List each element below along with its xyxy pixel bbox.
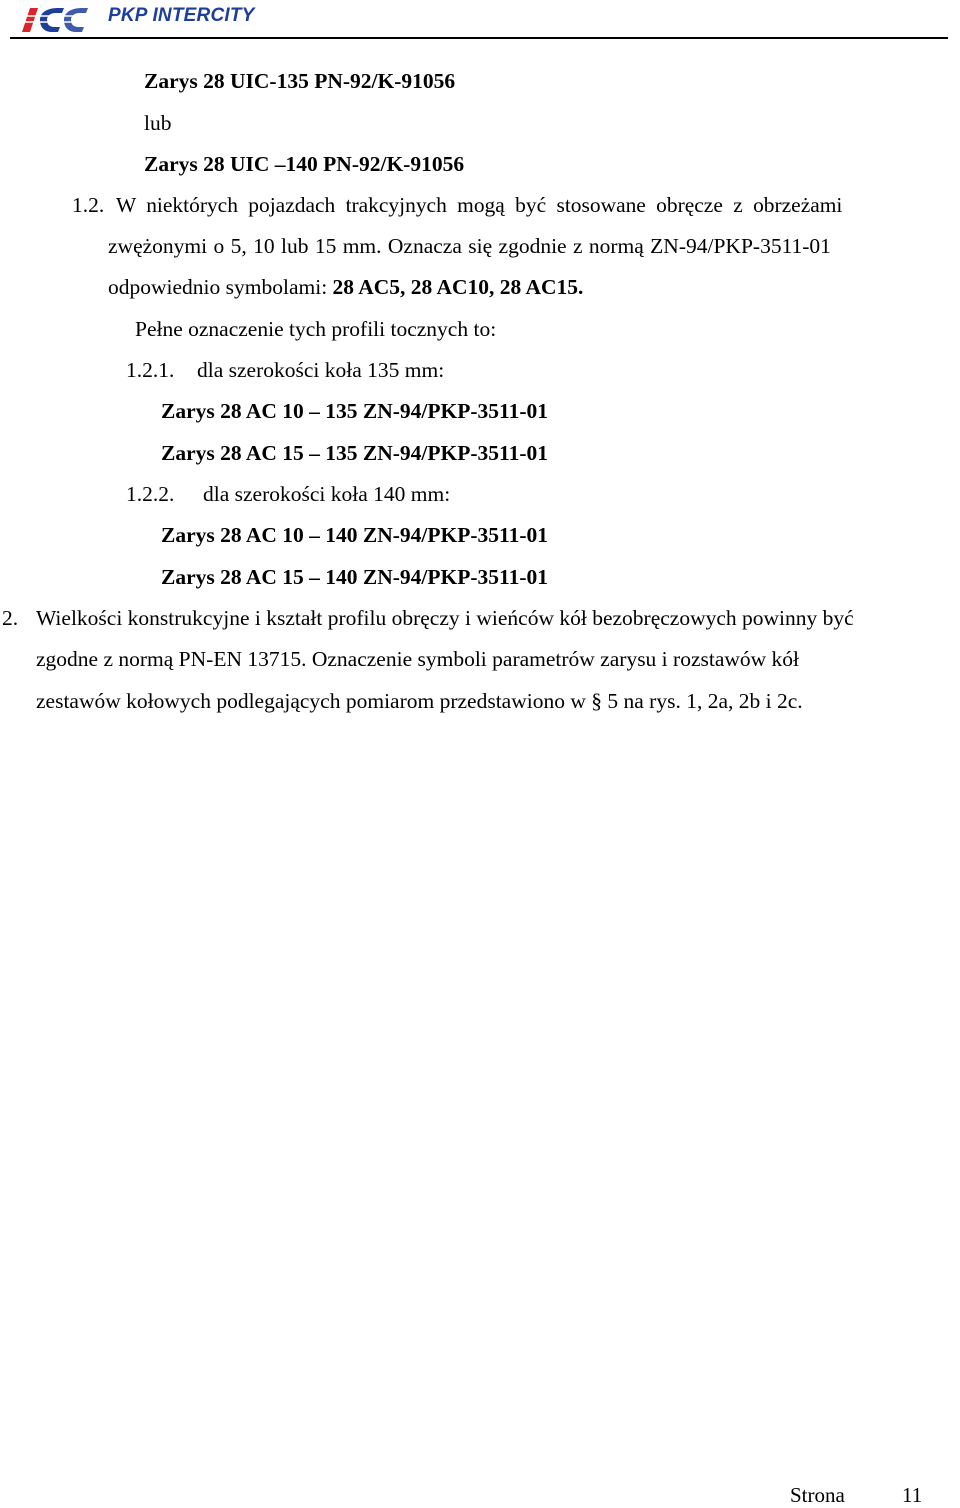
page-header	[0, 0, 960, 40]
item-2-number: 2.	[2, 606, 19, 630]
full-designation: Pełne oznaczenie tych profili tocznych to:	[135, 317, 497, 341]
profile-a: Zarys 28 UIC-135 PN-92/K-91056	[144, 69, 456, 93]
profile-ac10-140: Zarys 28 AC 10 – 140 ZN-94/PKP-3511-01	[161, 523, 548, 547]
intercity-logo-icon	[16, 4, 102, 36]
item-1-2-line3	[108, 275, 583, 299]
profile-b: Zarys 28 UIC –140 PN-92/K-91056	[144, 152, 465, 176]
page-number: 11	[902, 1483, 923, 1507]
profile-ac15-135: Zarys 28 AC 15 – 135 ZN-94/PKP-3511-01	[161, 441, 548, 465]
item-1-2-line1	[116, 193, 956, 217]
header-divider	[10, 37, 948, 39]
item-1-2-1-text: dla szerokości koła 135 mm:	[197, 358, 445, 382]
item-1-2-number: 1.2.	[72, 193, 105, 217]
item-2-line3: zestawów kołowych podlegających pomiarom przedstawiono w § 5 na rys. 1, 2a, 2b i 2c.	[36, 689, 803, 713]
or-label: lub	[144, 111, 172, 135]
item-2-line1: Wielkości konstrukcyjne i kształt profilu obręczy i wieńców kół bezobręczowych powinny być	[36, 606, 854, 630]
item-1-2-line3-plain: odpowiednio symbolami:	[108, 275, 333, 299]
item-1-2-line3-bold: 28 AC5, 28 AC10, 28 AC15.	[332, 275, 584, 299]
page-footer-label: Strona	[790, 1483, 845, 1507]
item-1-2-line1-text: W niektórych pojazdach trakcyjnych mogą być stosowane obręcze z obrzeżami	[116, 193, 843, 217]
item-2-line2: zgodne z normą PN-EN 13715. Oznaczenie symboli parametrów zarysu i rozstawów kół	[36, 647, 800, 671]
item-1-2-2-number: 1.2.2.	[126, 482, 175, 506]
brand-name: PKP INTERCITY	[108, 5, 255, 26]
item-1-2-2-text: dla szerokości koła 140 mm:	[203, 482, 451, 506]
item-1-2-1-number: 1.2.1.	[126, 358, 175, 382]
item-1-2-line2: zwężonymi o 5, 10 lub 15 mm. Oznacza się zgodnie z normą ZN-94/PKP-3511-01	[108, 234, 831, 258]
profile-ac10-135: Zarys 28 AC 10 – 135 ZN-94/PKP-3511-01	[161, 399, 548, 423]
profile-ac15-140: Zarys 28 AC 15 – 140 ZN-94/PKP-3511-01	[161, 565, 548, 589]
